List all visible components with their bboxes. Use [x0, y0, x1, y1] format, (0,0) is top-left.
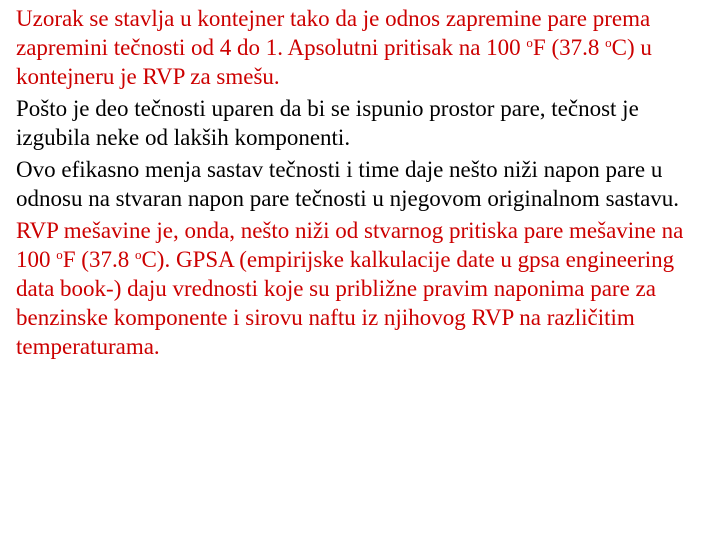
paragraph-rvp-conclusion: [16, 216, 710, 361]
degree-superscript: o: [526, 35, 533, 50]
paragraph-text: C). GPSA (empirijske kalkulacije date u gpsa engineering data book-) daju vrednosti koje su približne pravim naponima pare za benzinske komponente i sirovu naftu iz njihovog RVP na različitim temperaturama.: [16, 247, 675, 359]
paragraph-sample-preparation: [16, 4, 710, 91]
degree-superscript: o: [56, 247, 63, 262]
paragraph-text: Uzorak se stavlja u kontejner tako da je odnos zapremine pare prema zapremini tečnosti od 4 do 1. Apsolutni pritisak na 100: [16, 6, 651, 60]
paragraph-text: C) u kontejneru je RVP za smešu.: [16, 35, 652, 89]
paragraph-composition-change: Ovo efikasno menja sastav tečnosti i time daje nešto niži napon pare u odnosu na stvaran napon pare tečnosti u njegovom originalnom sastavu.: [16, 157, 680, 211]
paragraph-text: F (37.8: [532, 35, 606, 60]
paragraph-text: RVP mešavine je, onda, nešto niži od stvarnog pritiska pare mešavine na 100: [16, 218, 684, 272]
paragraph-text: F (37.8: [62, 247, 135, 272]
degree-superscript: o: [134, 247, 142, 262]
paragraph-liquid-vaporization: Pošto je deo tečnosti uparen da bi se ispunio prostor pare, tečnost je izgubila neke od lakših komponenti.: [16, 96, 639, 150]
degree-superscript: o: [605, 35, 612, 50]
